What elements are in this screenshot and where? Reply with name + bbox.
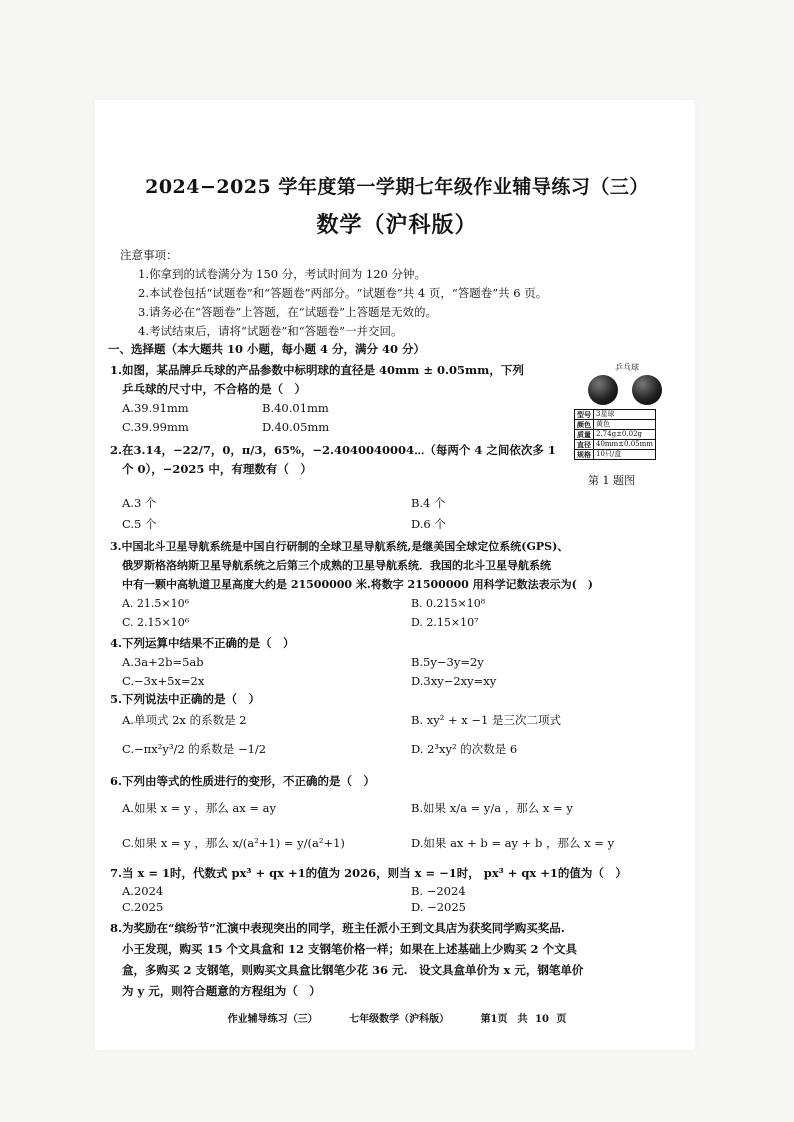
option-d: D.40.05mm — [262, 420, 330, 434]
question-stem: 3.中国北斗卫星导航系统是中国自行研制的全球卫星导航系统,是继美国全球定位系统(GPS)、 — [110, 540, 569, 553]
table-cell: 3星球 — [594, 410, 656, 420]
option-b: B.40.01mm — [262, 401, 329, 415]
question-stem: 6.下列由等式的性质进行的变形，不正确的是（ ） — [110, 774, 376, 788]
option-b: B. −2024 — [410, 884, 466, 898]
option-b: B.如果 x/a = y/a ，那么 x = y — [410, 801, 573, 815]
option-a: A.3a+2b=5ab — [122, 655, 204, 669]
question-7 — [110, 864, 670, 915]
ping-pong-ball-image — [632, 375, 662, 405]
option-c: C.−3x+5x=2x — [122, 674, 205, 688]
option-a: A.单项式 2x 的系数是 2 — [122, 713, 247, 727]
question-stem: 乒乓球的尺寸中，不合格的是（ ） — [122, 382, 306, 396]
question-2 — [110, 441, 580, 479]
question-stem: 8.为奖励在“缤纷节”汇演中表现突出的同学，班主任派小王到文具店为获奖同学购买奖品. — [110, 921, 565, 935]
question-1 — [110, 361, 570, 437]
notice-heading: 注意事项： — [120, 248, 178, 262]
question-stem: 个 0），−2025 中，有理数有（ ） — [122, 462, 312, 476]
question-stem: 5.下列说法中正确的是（ ） — [110, 692, 261, 706]
question-stem: 7.当 x = 1时，代数式 px³ + qx +1的值为 2026，则当 x = −1时， px³ + qx +1的值为（ ） — [110, 866, 627, 880]
table-cell: 型号 — [575, 410, 594, 420]
table-cell: 黄色 — [594, 420, 656, 430]
question-stem: 2.在3.14，−22/7，0，π/3，65%，−2.4040040004⋯（每两个 4 之间依次多 1 — [110, 443, 556, 457]
question-stem: 小王发现，购买 15 个文具盒和 12 支钢笔价格一样；如果在上述基础上少购买 2 个文具 — [122, 942, 578, 956]
table-cell: 规格 — [575, 450, 594, 460]
table-row — [575, 440, 656, 450]
page-footer — [0, 1010, 794, 1025]
question-stem: 俄罗斯格洛纳斯卫星导航系统之后第三个成熟的卫星导航系统．我国的北斗卫星导航系统 — [122, 559, 551, 572]
notice-item: 3.请务必在“答题卷”上答题，在“试题卷”上答题是无效的。 — [138, 305, 437, 319]
page-title: 2024−2025 学年度第一学期七年级作业辅导练习（三） — [145, 176, 649, 198]
question-stem: 为 y 元，则符合题意的方程组为（ ） — [122, 984, 321, 998]
option-b: B.4 个 — [410, 496, 446, 510]
option-b: B. xy² + x −1 是三次二项式 — [410, 713, 562, 727]
option-c: C.如果 x = y ，那么 x/(a²+1) = y/(a²+1) — [122, 836, 345, 850]
option-d: D.3xy−2xy=xy — [410, 674, 497, 688]
notice-item: 2.本试卷包括“试题卷”和“答题卷”两部分。“试题卷”共 4 页，“答题卷”共 6 页。 — [138, 286, 548, 300]
option-c: C.2025 — [122, 900, 164, 914]
option-a: A.3 个 — [122, 496, 157, 510]
table-row — [575, 410, 656, 420]
option-b: B.5y−3y=2y — [410, 655, 484, 669]
option-a: A.如果 x = y ，那么 ax = ay — [122, 801, 276, 815]
question-stem: 中有一颗中高轨道卫星高度大约是 21500000 米.将数字 21500000 用科学记数法表示为( ) — [122, 578, 594, 591]
option-d: D. 2.15×10⁷ — [410, 616, 479, 629]
option-d: D.6 个 — [410, 517, 446, 531]
question-6 — [110, 772, 670, 853]
option-c: C.−πx²y³/2 的系数是 −1/2 — [122, 742, 267, 756]
option-b: B. 0.215×10⁸ — [410, 597, 486, 610]
table-cell: 2.74g±0.02g — [594, 430, 656, 440]
option-c: C.39.99mm — [122, 420, 189, 434]
question-4 — [110, 634, 670, 691]
spec-table — [574, 409, 656, 460]
notice-item: 1.你拿到的试卷满分为 150 分，考试时间为 120 分钟。 — [138, 267, 426, 281]
option-d: D. −2025 — [410, 900, 466, 914]
page-subtitle: 数学（沪科版） — [316, 212, 478, 238]
question-2-options — [110, 494, 670, 534]
table-row — [575, 420, 656, 430]
table-cell: 质量 — [575, 430, 594, 440]
table-cell: 40mm±0.05mm — [594, 440, 656, 450]
table-cell: 10只/盒 — [594, 450, 656, 460]
option-c: C.5 个 — [122, 517, 157, 531]
option-d: D. 2³xy² 的次数是 6 — [410, 742, 518, 756]
option-c: C. 2.15×10⁶ — [122, 616, 190, 629]
option-a: A.2024 — [122, 884, 164, 898]
table-row — [575, 430, 656, 440]
question-stem: 盒，多购买 2 支钢笔，则购买文具盒比钢笔少花 36 元. 设文具盒单价为 x 元，钢笔单价 — [122, 963, 584, 977]
question-stem: 4.下列运算中结果不正确的是（ ） — [110, 636, 295, 650]
section-heading: 一、选择题（本大题共 10 小题，每小题 4 分，满分 40 分） — [108, 342, 426, 356]
option-a: A. 21.5×10⁶ — [122, 597, 190, 610]
table-cell: 颜色 — [575, 420, 594, 430]
table-cell: 直径 — [575, 440, 594, 450]
notice-block — [120, 246, 680, 341]
figure-label: 乒乓球 — [615, 363, 639, 372]
notice-item: 4.考试结束后，请将“试题卷”和“答题卷”一并交回。 — [138, 324, 403, 338]
question-8 — [110, 918, 670, 1002]
ping-pong-ball-image — [588, 375, 618, 405]
option-a: A.39.91mm — [122, 401, 189, 415]
question-stem: 1.如图，某品牌乒乓球的产品参数中标明球的直径是 40mm ± 0.05mm，下列 — [110, 363, 524, 377]
footer-left: 作业辅导练习（三） — [227, 1014, 318, 1025]
table-row — [575, 450, 656, 460]
question-5 — [110, 690, 670, 759]
option-d: D.如果 ax + b = ay + b ，那么 x = y — [410, 836, 615, 850]
question-3 — [110, 537, 670, 632]
figure-caption: 第 1 题图 — [588, 474, 635, 487]
footer-right: 第1页 共 10 页 — [480, 1014, 567, 1025]
figure-ping-pong — [572, 362, 672, 460]
footer-middle: 七年级数学（沪科版） — [349, 1014, 450, 1025]
